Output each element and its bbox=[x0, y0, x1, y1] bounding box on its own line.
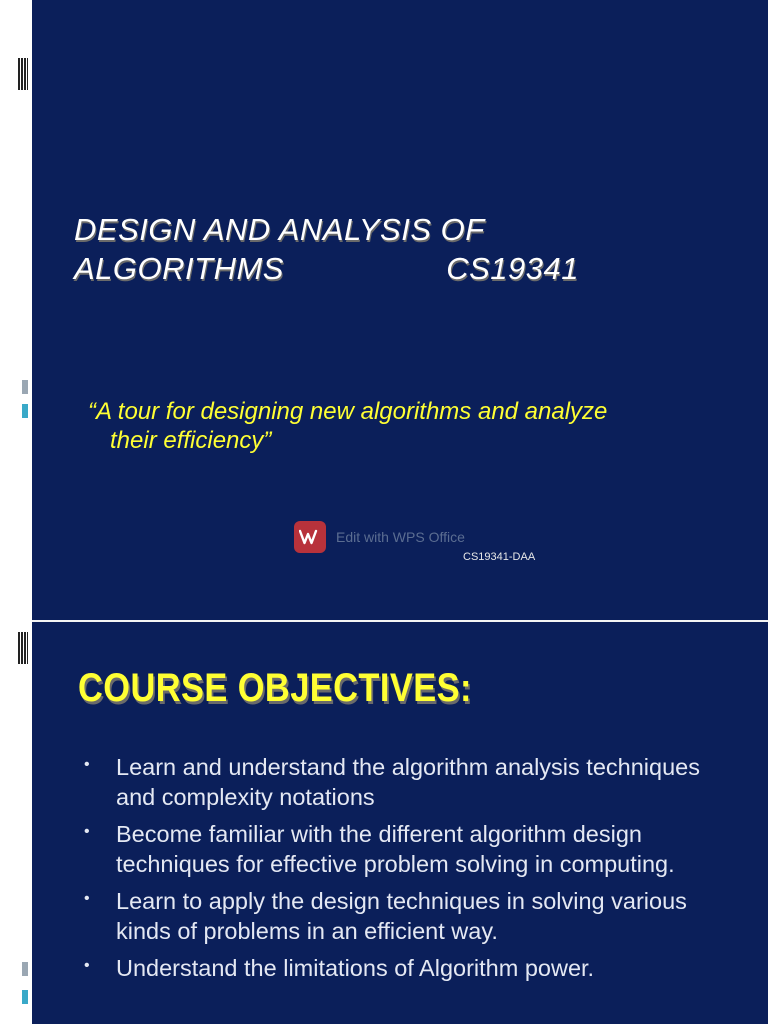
bullet-icon: • bbox=[84, 823, 90, 840]
title-subject: ALGORITHMS bbox=[74, 251, 284, 286]
slide-tagline bbox=[88, 397, 708, 455]
slide-marker-icon bbox=[18, 58, 28, 90]
watermark-label: Edit with WPS Office bbox=[336, 529, 465, 545]
list-item bbox=[84, 752, 724, 812]
course-code: CS19341 bbox=[446, 251, 579, 286]
slide-title-heading bbox=[74, 210, 714, 288]
bullet-icon: • bbox=[84, 756, 90, 773]
title-line-1: DESIGN AND ANALYSIS OF bbox=[74, 212, 485, 247]
tagline-line-1: “A tour for designing new algorithms and analyze bbox=[88, 398, 608, 425]
list-item bbox=[84, 886, 724, 946]
objectives-heading: COURSE OBJECTIVES: bbox=[78, 666, 472, 710]
slide-title bbox=[32, 0, 768, 620]
slide-marker-icon bbox=[18, 632, 28, 664]
wps-watermark[interactable] bbox=[294, 521, 465, 553]
page-margin-strip bbox=[0, 0, 32, 1024]
wps-logo-icon bbox=[294, 521, 326, 553]
list-item bbox=[84, 819, 724, 879]
objectives-list bbox=[84, 752, 724, 990]
bullet-icon: • bbox=[84, 890, 90, 907]
thumbnail-marker-icon bbox=[22, 990, 28, 1004]
thumbnail-marker-icon bbox=[22, 380, 28, 394]
list-item-text: Learn and understand the algorithm analysis techniques and complexity notations bbox=[116, 754, 700, 810]
list-item bbox=[84, 953, 724, 983]
list-item-text: Become familiar with the different algorithm design techniques for effective problem solving in computing. bbox=[116, 821, 675, 877]
slide-footer: CS19341-DAA bbox=[463, 551, 536, 563]
list-item-text: Understand the limitations of Algorithm power. bbox=[116, 955, 595, 981]
tagline-line-2: their efficiency” bbox=[110, 427, 272, 454]
bullet-icon: • bbox=[84, 957, 90, 974]
list-item-text: Learn to apply the design techniques in solving various kinds of problems in an efficient way. bbox=[116, 888, 687, 944]
thumbnail-marker-icon bbox=[22, 404, 28, 418]
slide-objectives bbox=[32, 622, 768, 1024]
thumbnail-marker-icon bbox=[22, 962, 28, 976]
title-line-2 bbox=[74, 249, 579, 288]
